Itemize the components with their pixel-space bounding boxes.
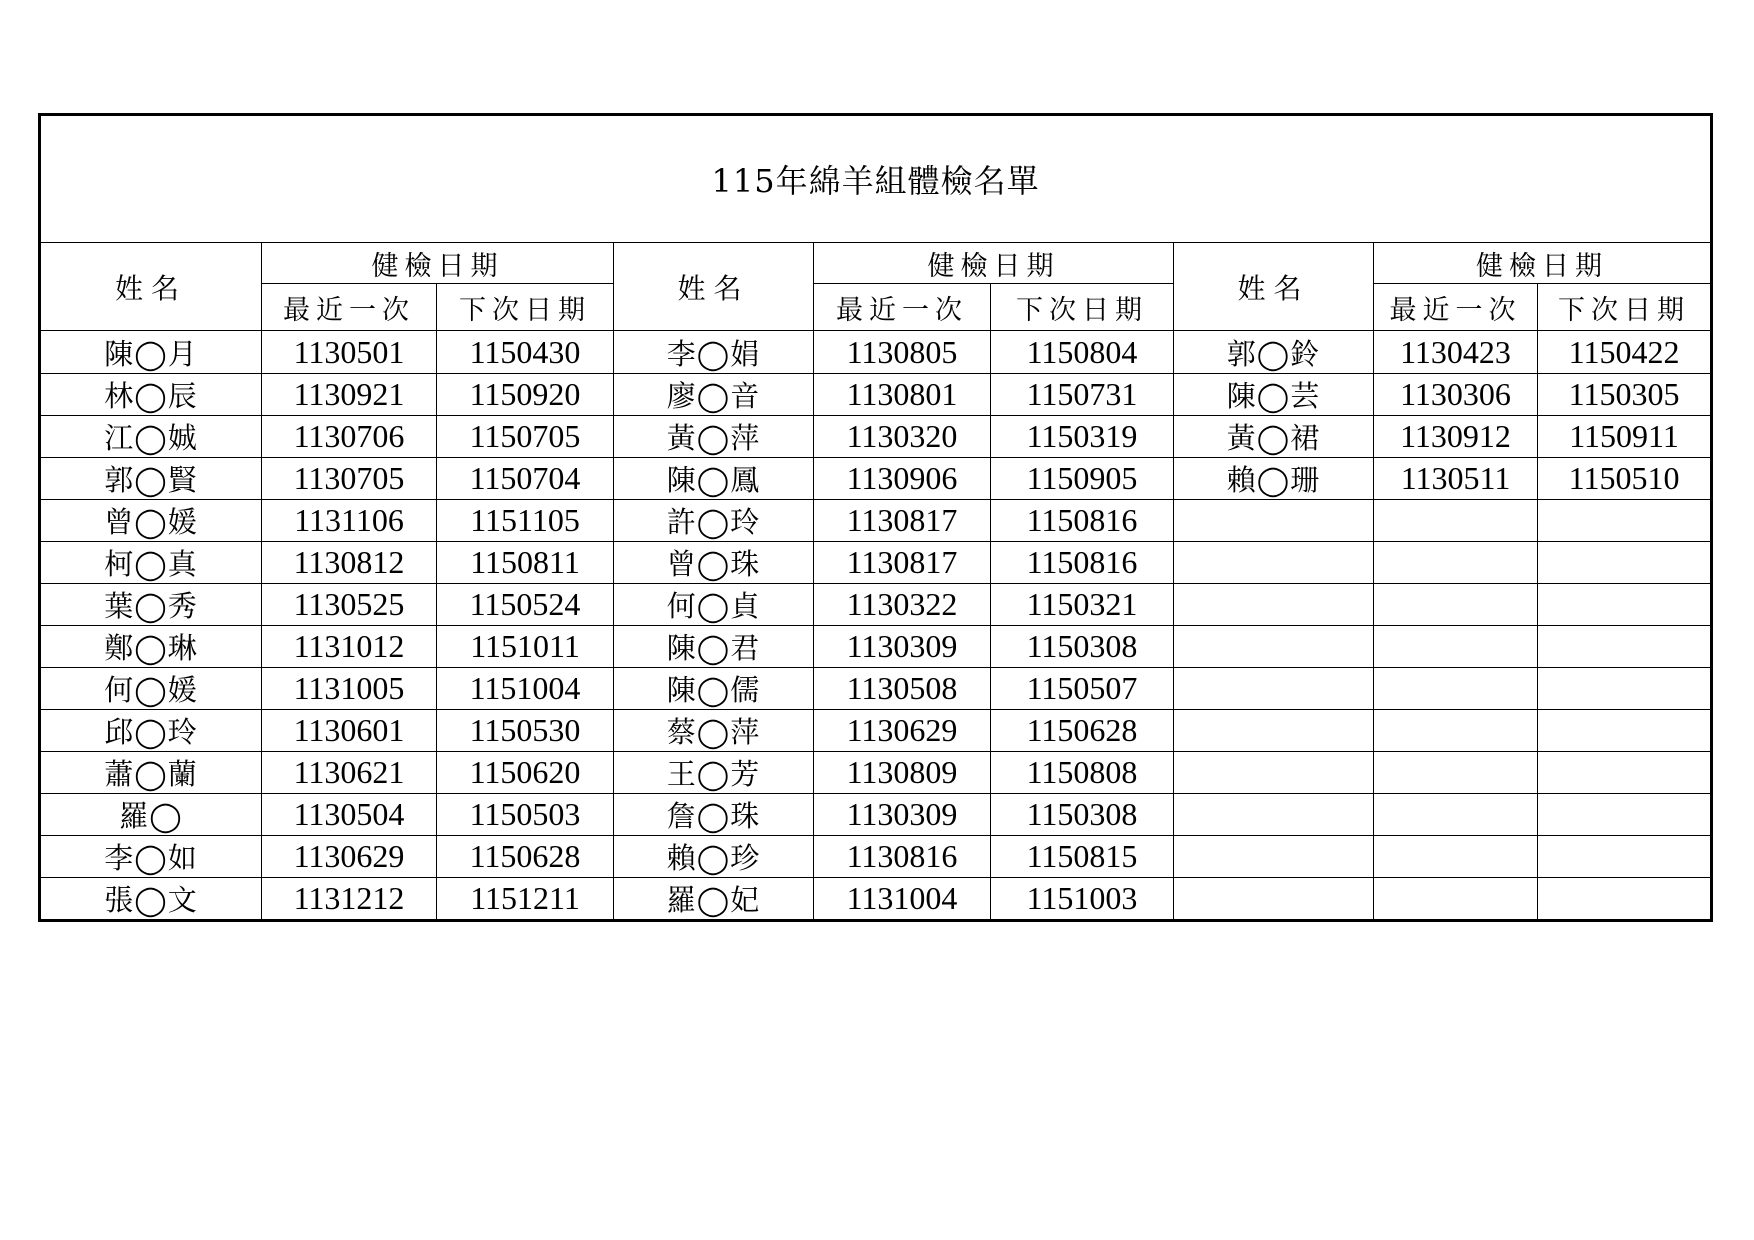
header-last-check: 最近一次 [262,284,437,331]
last-check-date: 1130306 [1374,374,1538,416]
person-name: 曾◯珠 [614,542,814,584]
table-row [40,752,1712,794]
next-check-date: 1150530 [437,710,614,752]
header-last-check: 最近一次 [1374,284,1538,331]
next-check-date: 1150804 [991,331,1174,374]
header-row-2 [40,284,1712,331]
person-name [1174,542,1374,584]
last-check-date [1374,626,1538,668]
person-name: 陳◯月 [40,331,262,374]
table-row [40,710,1712,752]
last-check-date [1374,836,1538,878]
person-name: 羅◯ [40,794,262,836]
next-check-date [1538,500,1712,542]
table-row [40,794,1712,836]
next-check-date: 1150905 [991,458,1174,500]
next-check-date: 1150628 [991,710,1174,752]
next-check-date [1538,836,1712,878]
last-check-date: 1130706 [262,416,437,458]
last-check-date [1374,542,1538,584]
header-last-check: 最近一次 [814,284,991,331]
person-name [1174,668,1374,710]
table-row [40,542,1712,584]
last-check-date: 1130912 [1374,416,1538,458]
person-name [1174,500,1374,542]
next-check-date: 1150816 [991,542,1174,584]
next-check-date: 1151105 [437,500,614,542]
table-row [40,458,1712,500]
person-name: 郭◯賢 [40,458,262,500]
roster-sheet [38,113,1710,922]
person-name [1174,794,1374,836]
person-name: 賴◯珊 [1174,458,1374,500]
next-check-date [1538,542,1712,584]
table-row [40,626,1712,668]
next-check-date: 1150422 [1538,331,1712,374]
person-name [1174,836,1374,878]
person-name: 曾◯媛 [40,500,262,542]
header-next-check: 下次日期 [437,284,614,331]
last-check-date: 1131012 [262,626,437,668]
last-check-date: 1130812 [262,542,437,584]
last-check-date: 1130309 [814,794,991,836]
last-check-date: 1130809 [814,752,991,794]
next-check-date: 1150507 [991,668,1174,710]
next-check-date: 1151011 [437,626,614,668]
person-name: 張◯文 [40,878,262,921]
table-row [40,584,1712,626]
last-check-date: 1130816 [814,836,991,878]
table-row [40,500,1712,542]
next-check-date: 1150620 [437,752,614,794]
next-check-date: 1150430 [437,331,614,374]
person-name [1174,752,1374,794]
next-check-date: 1150704 [437,458,614,500]
person-name: 江◯娍 [40,416,262,458]
person-name: 廖◯音 [614,374,814,416]
last-check-date: 1130817 [814,500,991,542]
last-check-date: 1130501 [262,331,437,374]
person-name: 柯◯真 [40,542,262,584]
last-check-date: 1130805 [814,331,991,374]
person-name: 詹◯珠 [614,794,814,836]
last-check-date [1374,710,1538,752]
last-check-date: 1130705 [262,458,437,500]
last-check-date [1374,752,1538,794]
header-next-check: 下次日期 [1538,284,1712,331]
table-row [40,374,1712,416]
last-check-date [1374,584,1538,626]
person-name: 鄭◯琳 [40,626,262,668]
next-check-date: 1150628 [437,836,614,878]
person-name: 林◯辰 [40,374,262,416]
header-row-1 [40,243,1712,284]
table-row [40,836,1712,878]
person-name: 王◯芳 [614,752,814,794]
last-check-date: 1131212 [262,878,437,921]
last-check-date: 1131004 [814,878,991,921]
next-check-date: 1150503 [437,794,614,836]
person-name: 羅◯妃 [614,878,814,921]
next-check-date: 1150705 [437,416,614,458]
person-name: 許◯玲 [614,500,814,542]
person-name [1174,584,1374,626]
next-check-date: 1150911 [1538,416,1712,458]
next-check-date [1538,584,1712,626]
health-check-table [38,113,1713,922]
last-check-date: 1130320 [814,416,991,458]
person-name [1174,710,1374,752]
last-check-date [1374,500,1538,542]
next-check-date [1538,878,1712,921]
next-check-date: 1151211 [437,878,614,921]
last-check-date: 1130525 [262,584,437,626]
table-row [40,416,1712,458]
next-check-date: 1150305 [1538,374,1712,416]
last-check-date: 1130629 [262,836,437,878]
header-check-date: 健檢日期 [814,243,1174,284]
person-name: 陳◯鳳 [614,458,814,500]
next-check-date: 1150920 [437,374,614,416]
person-name: 蕭◯蘭 [40,752,262,794]
last-check-date: 1130511 [1374,458,1538,500]
next-check-date: 1150815 [991,836,1174,878]
last-check-date [1374,878,1538,921]
last-check-date: 1131106 [262,500,437,542]
next-check-date: 1150731 [991,374,1174,416]
person-name: 郭◯鈴 [1174,331,1374,374]
person-name: 陳◯芸 [1174,374,1374,416]
header-check-date: 健檢日期 [262,243,614,284]
last-check-date: 1130601 [262,710,437,752]
person-name: 葉◯秀 [40,584,262,626]
next-check-date: 1150524 [437,584,614,626]
next-check-date [1538,668,1712,710]
last-check-date: 1130906 [814,458,991,500]
next-check-date: 1150308 [991,794,1174,836]
person-name: 陳◯儒 [614,668,814,710]
header-name: 姓名 [1174,243,1374,331]
next-check-date [1538,710,1712,752]
header-next-check: 下次日期 [991,284,1174,331]
table-row [40,878,1712,921]
next-check-date [1538,626,1712,668]
document-title: 115年綿羊組體檢名單 [40,115,1712,243]
next-check-date: 1151004 [437,668,614,710]
header-name: 姓名 [614,243,814,331]
next-check-date [1538,794,1712,836]
person-name: 黃◯裙 [1174,416,1374,458]
person-name: 邱◯玲 [40,710,262,752]
roster-body [40,331,1712,921]
person-name: 陳◯君 [614,626,814,668]
next-check-date: 1150308 [991,626,1174,668]
table-row [40,668,1712,710]
person-name: 黃◯萍 [614,416,814,458]
table-row [40,331,1712,374]
next-check-date: 1150811 [437,542,614,584]
header-check-date: 健檢日期 [1374,243,1712,284]
person-name [1174,626,1374,668]
last-check-date: 1130921 [262,374,437,416]
person-name: 蔡◯萍 [614,710,814,752]
next-check-date: 1150510 [1538,458,1712,500]
last-check-date: 1130423 [1374,331,1538,374]
last-check-date: 1130322 [814,584,991,626]
person-name: 何◯貞 [614,584,814,626]
last-check-date: 1130504 [262,794,437,836]
last-check-date: 1130801 [814,374,991,416]
last-check-date [1374,794,1538,836]
person-name: 何◯媛 [40,668,262,710]
header-name: 姓名 [40,243,262,331]
next-check-date: 1150808 [991,752,1174,794]
person-name [1174,878,1374,921]
last-check-date: 1130629 [814,710,991,752]
last-check-date: 1130309 [814,626,991,668]
person-name: 李◯娟 [614,331,814,374]
next-check-date [1538,752,1712,794]
last-check-date [1374,668,1538,710]
next-check-date: 1150321 [991,584,1174,626]
person-name: 賴◯珍 [614,836,814,878]
next-check-date: 1151003 [991,878,1174,921]
last-check-date: 1131005 [262,668,437,710]
title-row [40,115,1712,243]
last-check-date: 1130621 [262,752,437,794]
last-check-date: 1130508 [814,668,991,710]
person-name: 李◯如 [40,836,262,878]
last-check-date: 1130817 [814,542,991,584]
next-check-date: 1150319 [991,416,1174,458]
next-check-date: 1150816 [991,500,1174,542]
